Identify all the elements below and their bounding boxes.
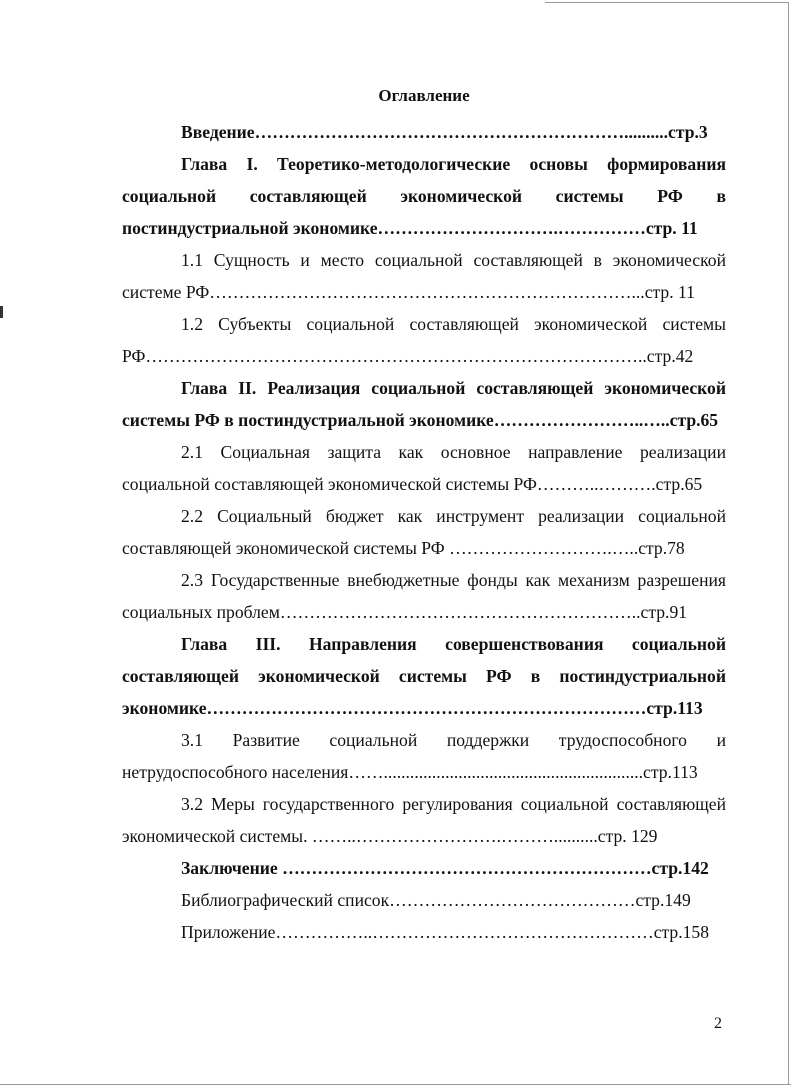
toc-entry-chapter-1: Глава I. Теоретико-методологические основы формирования социальной составляющей экономической системы РФ в постиндустриальной экономике………………………….……………стр. 11: [122, 154, 726, 238]
toc-entry-section-2-1: 2.1 Социальная защита как основное направление реализации социальной составляющей экономической системы РФ………..……….стр.65: [122, 442, 726, 494]
scan-mark-left: [0, 306, 3, 318]
toc-entry-section-3-1: 3.1 Развитие социальной поддержки трудоспособного и нетрудоспособного населения……...........................................................стр.113: [122, 730, 726, 782]
toc-entry-section-1-1: 1.1 Сущность и место социальной составляющей в экономической системе РФ………………………………………………………………...стр. 11: [122, 250, 726, 302]
toc-entry-chapter-3: Глава III. Направления совершенствования социальной составляющей экономической системы РФ в постиндустриальной экономике…………………………………………………………………стр.113: [122, 634, 726, 718]
document-page: [122, 80, 726, 948]
toc-entry-introduction: Введение………………………………………………………..........стр.3: [181, 122, 708, 142]
toc-entry-bibliography: Библиографический список……………………………………стр.149: [181, 890, 691, 910]
toc-entry-section-2-3: 2.3 Государственные внебюджетные фонды как механизм разрешения социальных проблем……………………………………………………..стр.91: [122, 570, 726, 622]
scan-edge-bottom: [0, 1084, 791, 1085]
toc-entry-chapter-2: Глава II. Реализация социальной составляющей экономической системы РФ в постиндустриальной экономике……………………..…..стр.65: [122, 378, 726, 430]
toc-entry-section-2-2: 2.2 Социальный бюджет как инструмент реализации социальной составляющей экономической системы РФ ……………………….…..стр.78: [122, 506, 726, 558]
toc-entry-appendix: Приложение……………..…………………………………………стр.158: [181, 922, 709, 942]
scan-edge-right: [788, 2, 789, 1084]
page-title: Оглавление: [378, 86, 470, 105]
scan-edge-top: [545, 2, 789, 3]
page-number: 2: [714, 1015, 722, 1032]
toc-entry-conclusion: Заключение ………………………………………………………стр.142: [181, 858, 709, 878]
toc-entry-section-3-2: 3.2 Меры государственного регулирования социальной составляющей экономической системы. ……..…………………….………..........стр. 129: [122, 794, 726, 846]
toc-entry-section-1-2: 1.2 Субъекты социальной составляющей экономической системы РФ…………………………………………………………………………..стр.42: [122, 314, 726, 366]
